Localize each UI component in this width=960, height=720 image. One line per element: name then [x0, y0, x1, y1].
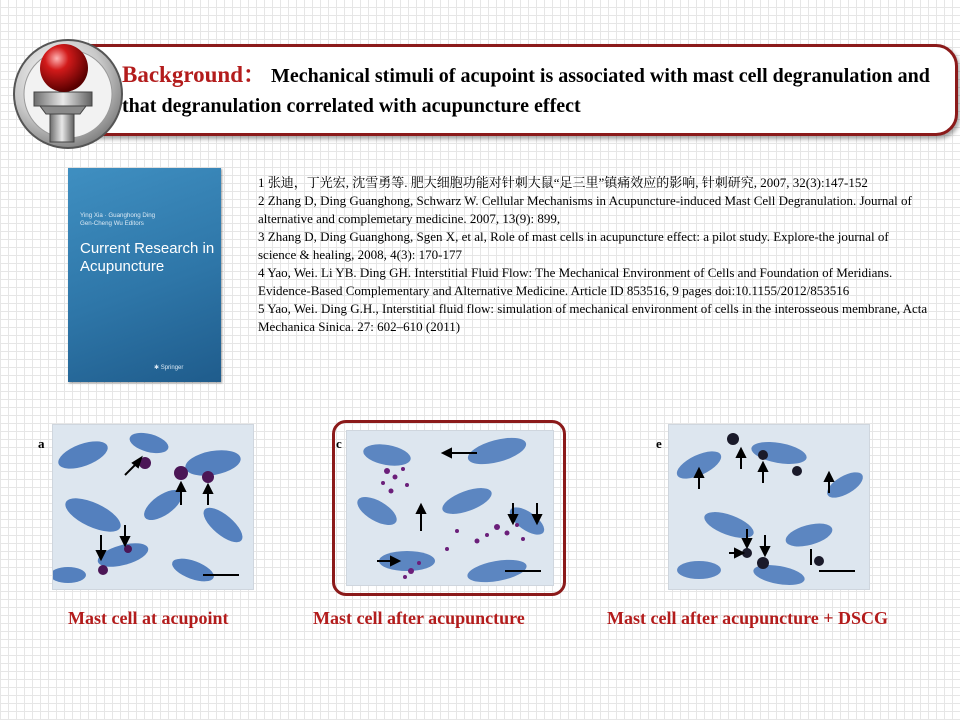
sphere-pedestal-logo-icon: [6, 32, 130, 156]
panel-letter-a: a: [38, 436, 45, 451]
reference-item: 4 Yao, Wei. Li YB. Ding GH. Interstitial Fluid Flow: The Mechanical Environment of Cells and Foundation of Meridians. Evidence-Based Complementary and Alternative Medicine. Article ID 853516, 9 pages doi:10.1155/2012/853516: [258, 265, 893, 298]
caption-acupoint: Mast cell at acupoint: [68, 608, 229, 628]
title-separator: ：: [243, 62, 267, 87]
book-authors: Ying Xia · Guanghong Ding Gen-Cheng Wu Editors: [80, 212, 156, 227]
micrograph-e: [668, 424, 870, 590]
micrograph-c: [346, 430, 554, 586]
reference-item: 5 Yao, Wei. Ding G.H., Interstitial fluid flow: simulation of mechanical environment of cells in the interosseous membrane, Acta Mechanica Sinica. 27: 602–610 (2011): [258, 301, 928, 334]
panel-letter-e: e: [656, 436, 662, 451]
reference-list: [258, 174, 930, 336]
caption-after-acupuncture: Mast cell after acupuncture: [313, 608, 525, 628]
title-rest: Mechanical stimuli of acupoint is associated with mast cell degranulation and that degranulation correlated with acupuncture effect: [122, 65, 930, 117]
caption-after-acupuncture-dscg: Mast cell after acupuncture + DSCG: [607, 608, 889, 628]
reference-item: 2 Zhang D, Ding Guanghong, Schwarz W. Cellular Mechanisms in Acupuncture-induced Mast Cell Degranulation. Journal of alternative and complemetary medicine. 2007, 13(9): 899,: [258, 193, 912, 226]
slide-title: [122, 60, 942, 121]
reference-item: 1 张迪，丁光宏, 沈雪勇等. 肥大细胞功能对针刺大鼠“足三里”镇痛效应的影响, 针刺研究, 2007, 32(3):147-152: [258, 175, 868, 190]
panel-letter-c: c: [336, 436, 342, 451]
micrograph-e-image: [669, 425, 869, 589]
book-cover: [68, 168, 221, 382]
title-lead: Background: [122, 62, 244, 87]
book-title: Current Research in Acupuncture: [80, 240, 215, 275]
book-publisher: ✱ Springer: [154, 365, 184, 371]
reference-item: 3 Zhang D, Ding Guanghong, Sgen X, et al, Role of mast cells in acupuncture effect: a pilot study. Explore-the journal of science & healing, 2008, 4(3): 170-177: [258, 229, 889, 262]
micrograph-a-image: [53, 425, 253, 589]
micrograph-a: [52, 424, 254, 590]
micrograph-c-image: [347, 431, 553, 585]
